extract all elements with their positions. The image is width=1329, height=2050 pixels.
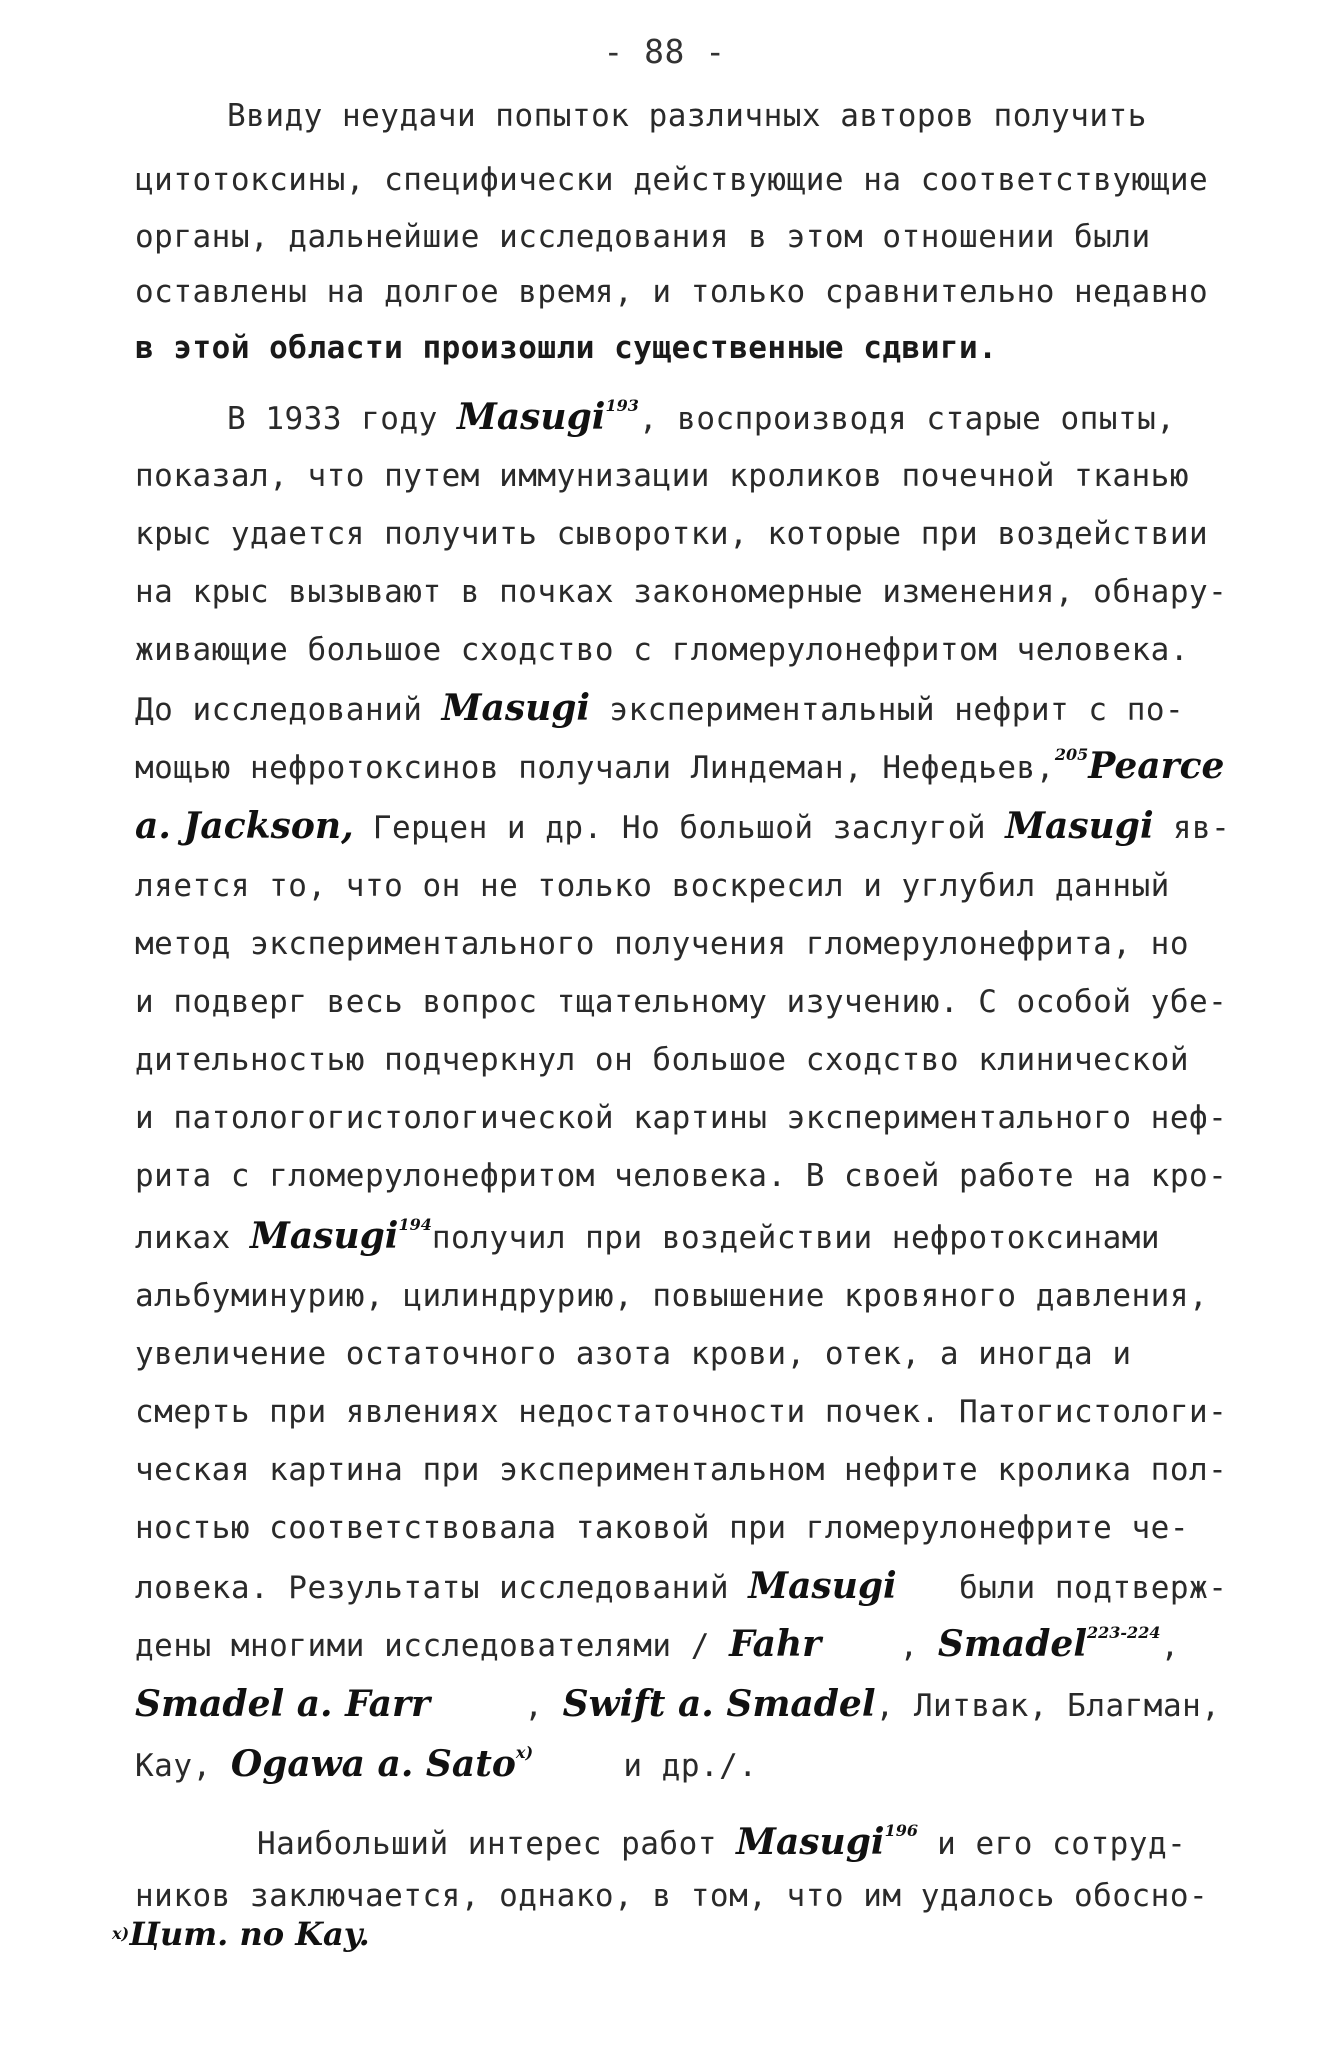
text-line: [135, 1624, 1205, 1664]
text-line: [135, 924, 1205, 964]
text-line: [135, 328, 1205, 368]
text-line: [135, 456, 1205, 496]
line-text: ,: [1160, 1628, 1180, 1664]
reference-number: 193: [605, 396, 639, 415]
line-text: и др./.: [623, 1748, 758, 1784]
line-text: рита с гломерулонефритом человека. В своей работе на кро-: [135, 1158, 1228, 1194]
handwritten-author: Smadel: [937, 1623, 1088, 1665]
footnote-marker: x): [515, 1743, 534, 1762]
text-line: [135, 1392, 1228, 1432]
line-text: В 1933 году: [227, 401, 438, 437]
handwritten-author: Smadel a. Farr: [135, 1683, 430, 1725]
footnote: [112, 1912, 370, 1956]
handwritten-author: Masugi: [250, 1215, 399, 1257]
text-line: [135, 866, 1205, 906]
text-line: [135, 217, 1205, 257]
text-line: [135, 272, 1209, 312]
line-text: Наибольший интерес работ: [257, 1826, 717, 1862]
text-line: [135, 160, 1209, 200]
handwritten-author: Masugi: [456, 396, 606, 438]
line-text: Ввиду неудачи попыток различных авторов получить: [227, 98, 1147, 134]
text-line: [135, 1683, 1221, 1725]
line-text: живающие большое сходство с гломерулонефритом человека.: [135, 632, 1189, 668]
reference-number: 223-224: [1087, 1623, 1161, 1642]
line-text: получил при воздействии нефротоксинами: [431, 1220, 1161, 1256]
text-line: [135, 630, 1205, 670]
line-text: цитотоксины, специфически действующие на соответствующие: [135, 162, 1209, 198]
page-number: - 88 -: [603, 32, 726, 71]
text-line: [135, 745, 1225, 787]
text-line: [135, 1822, 1327, 1862]
text-line: [135, 982, 1228, 1022]
handwritten-author: Masugi: [441, 687, 591, 729]
text-line: [135, 96, 1297, 136]
text-line: [135, 514, 1209, 554]
text-line: [135, 1276, 1209, 1316]
text-line: [135, 397, 1297, 437]
line-text: ликах: [135, 1220, 231, 1256]
line-text: яв-: [1172, 810, 1231, 846]
line-text: дительностью подчеркнул он большое сходство клинической: [135, 1042, 1189, 1078]
footnote-marker: x): [112, 1924, 130, 1943]
line-text: в этой области произошли существенные сдвиги.: [135, 330, 998, 366]
reference-number: 196: [884, 1821, 918, 1840]
handwritten-author: a. Jackson,: [135, 805, 354, 847]
text-line: [135, 1156, 1228, 1196]
text-line: [135, 1216, 1205, 1256]
line-text: экспериментальный нефрит с по-: [609, 692, 1185, 728]
line-text: ,: [524, 1688, 544, 1724]
line-text: смерть при явлениях недостаточности почек. Патогистологи-: [135, 1394, 1228, 1430]
text-line: [135, 1744, 1205, 1784]
line-text: ловека. Результаты исследований: [135, 1570, 730, 1606]
text-line: [135, 1876, 1209, 1916]
line-text: , воспроизводя старые опыты,: [638, 401, 1176, 437]
handwritten-author: Swift a. Smadel: [562, 1683, 876, 1725]
line-text: на крыс вызывают в почках закономерные изменения, обнару-: [135, 574, 1228, 610]
text-line: [135, 572, 1228, 612]
text-line: [135, 1565, 1228, 1607]
line-text: До исследований: [135, 692, 423, 728]
text-line: [135, 688, 1205, 728]
line-text: ников заключается, однако, в том, что им удалось обосно-: [135, 1878, 1209, 1914]
footnote-text: Цит. по Kay.: [129, 1915, 370, 1953]
handwritten-author: Fahr: [729, 1623, 822, 1665]
reference-number: 194: [398, 1215, 432, 1234]
line-text: и патологогистологической картины экспериментального неф-: [135, 1100, 1228, 1136]
line-text: увеличение остаточного азота крови, отек, а иногда и: [135, 1336, 1132, 1372]
line-text: и подверг весь вопрос тщательному изучению. С особой убе-: [135, 984, 1228, 1020]
line-text: и его сотруд-: [937, 1826, 1187, 1862]
line-text: Герцен и др. Но большой заслугой: [372, 810, 987, 846]
handwritten-author: Ogawa a. Sato: [230, 1743, 516, 1785]
line-text: оставлены на долгое время, и только сравнительно недавно: [135, 274, 1209, 310]
line-text: ,: [899, 1628, 919, 1664]
reference-number: 205: [1054, 745, 1089, 764]
line-text: крыс удается получить сыворотки, которые при воздействии: [135, 516, 1209, 552]
line-text: альбуминурию, цилиндрурию, повышение кровяного давления,: [135, 1278, 1209, 1314]
text-line: [135, 1508, 1205, 1548]
line-text: , Литвак, Благман,: [875, 1688, 1221, 1724]
text-line: [135, 1040, 1205, 1080]
text-line: [135, 1334, 1205, 1374]
text-line: [135, 805, 1231, 847]
line-text: дены многими исследователями /: [135, 1628, 710, 1664]
line-text: мощью нефротоксинов получали Линдеман, Нефедьев,: [135, 750, 1055, 786]
text-line: [135, 1450, 1228, 1490]
line-text: были подтверж-: [959, 1570, 1228, 1606]
line-text: органы, дальнейшие исследования в этом отношении были: [135, 219, 1151, 255]
handwritten-author: Pearce: [1088, 745, 1225, 787]
handwritten-author: Masugi: [748, 1565, 897, 1607]
line-text: ляется то, что он не только воскресил и углубил данный: [135, 868, 1170, 904]
text-line: [135, 1098, 1228, 1138]
handwritten-author: Masugi: [736, 1821, 885, 1863]
line-text: метод экспериментального получения гломерулонефрита, но: [135, 926, 1189, 962]
line-text: Кау,: [135, 1748, 212, 1784]
handwritten-author: Masugi: [1005, 805, 1154, 847]
line-text: ческая картина при экспериментальном нефрите кролика пол-: [135, 1452, 1228, 1488]
line-text: ностью соответствовала таковой при гломерулонефрите че-: [135, 1510, 1189, 1546]
line-text: показал, что путем иммунизации кроликов почечной тканью: [135, 458, 1189, 494]
